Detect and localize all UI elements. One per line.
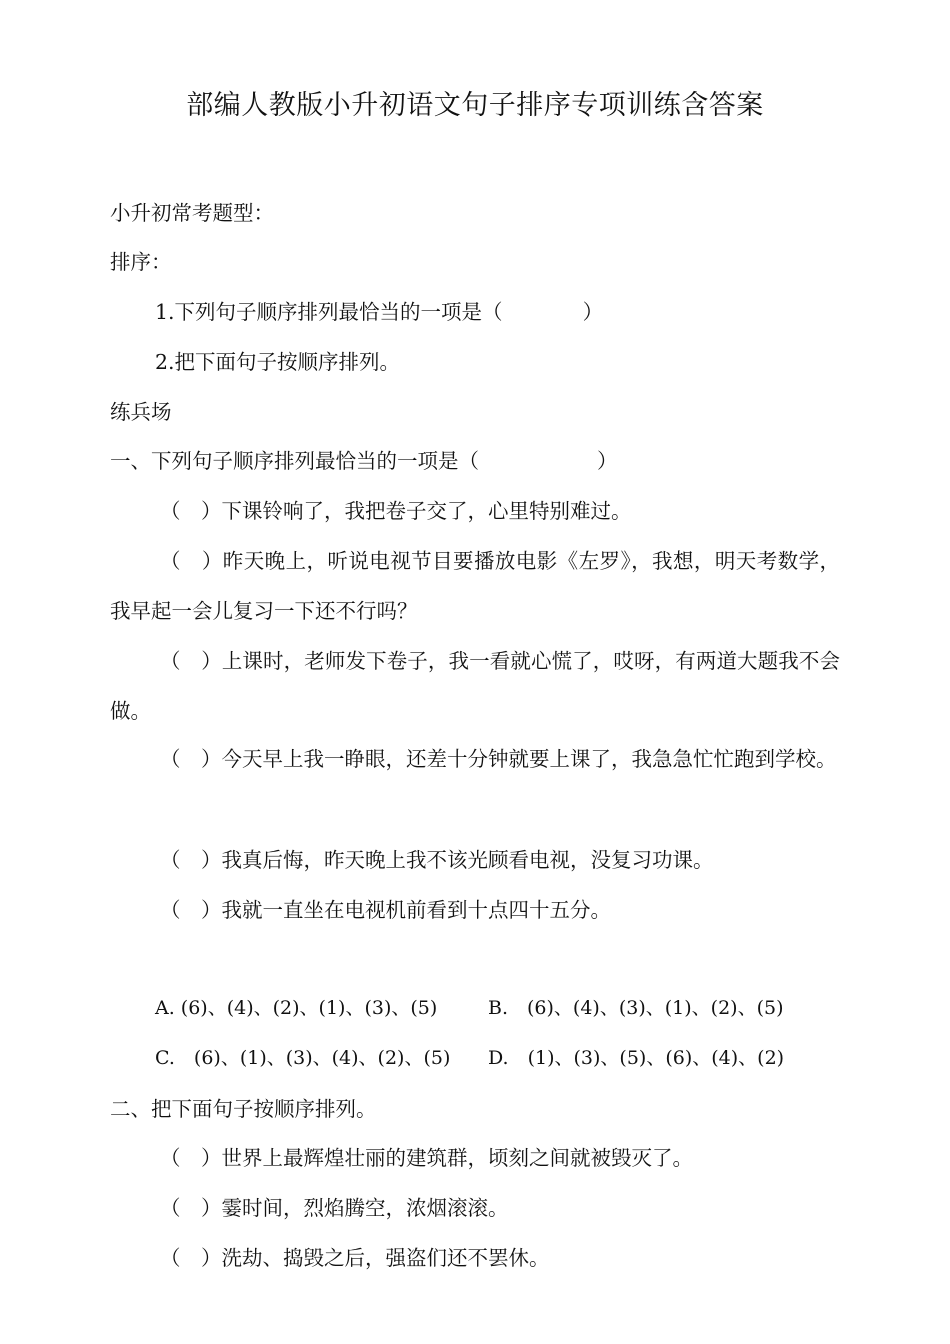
question-1-stem-text: 一、下列句子顺序排列最恰当的一项是（	[110, 449, 479, 473]
type-1-line	[155, 297, 603, 327]
option-c: C. (6)、(1)、(3)、(4)、(2)、(5)	[155, 1047, 451, 1069]
page-title: 部编人教版小升初语文句子排序专项训练含答案	[186, 90, 764, 121]
type-1-close: ）	[582, 300, 604, 324]
q1-sentence-4: （ ）今天早上我一睁眼，还差十分钟就要上课了，我急急忙忙跑到学校。	[160, 747, 837, 771]
option-b: B. (6)、(4)、(3)、(1)、(2)、(5)	[488, 997, 784, 1019]
question-1-stem	[110, 446, 618, 476]
q2-sentence-3: （ ）洗劫、捣毁之后，强盗们还不罢休。	[160, 1246, 550, 1270]
q1-sentence-1: （ ）下课铃响了，我把卷子交了，心里特别难过。	[160, 499, 632, 523]
q2-sentence-1: （ ）世界上最辉煌壮丽的建筑群，顷刻之间就被毁灭了。	[160, 1146, 693, 1170]
option-d: D. (1)、(3)、(5)、(6)、(4)、(2)	[488, 1047, 785, 1069]
sort-label: 排序：	[110, 250, 172, 274]
common-types-label: 小升初常考题型：	[110, 201, 274, 225]
q1-sentence-3: （ ）上课时，老师发下卷子，我一看就心慌了，哎呀，有两道大题我不会做。	[110, 649, 840, 723]
practice-label: 练兵场	[110, 400, 172, 424]
q1-sentence-6: （ ）我就一直坐在电视机前看到十点四十五分。	[160, 898, 611, 922]
type-1-text: 1.下列句子顺序排列最恰当的一项是（	[155, 300, 503, 324]
option-a: A. (6)、(4)、(2)、(1)、(3)、(5)	[155, 997, 438, 1019]
question-2-stem: 二、把下面句子按顺序排列。	[110, 1097, 377, 1121]
question-1-stem-close: ）	[597, 449, 618, 473]
q2-sentence-2: （ ）霎时间，烈焰腾空，浓烟滚滚。	[160, 1196, 509, 1220]
q1-sentence-5: （ ）我真后悔，昨天晚上我不该光顾看电视，没复习功课。	[160, 848, 714, 872]
type-2-line: 2.把下面句子按顺序排列。	[155, 350, 401, 374]
q1-sentence-2: （ ）昨天晚上，听说电视节目要播放电影《左罗》，我想，明天考数学，我早起一会儿复习一下还不行吗？	[110, 549, 840, 623]
